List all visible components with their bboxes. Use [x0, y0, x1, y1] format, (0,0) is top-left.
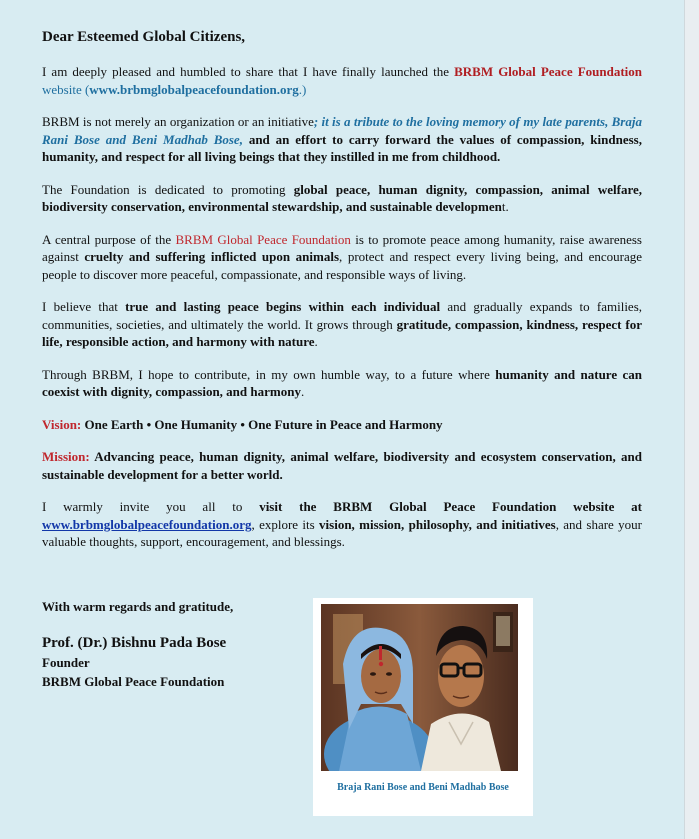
paragraph-purpose — [42, 231, 642, 284]
paragraph-tribute — [42, 113, 642, 166]
text: The Foundation is dedicated to promoting — [42, 181, 294, 197]
org-name: BRBM Global Peace Foundation — [454, 64, 642, 79]
emphasis: humanity and nature can coexist with dignity, compassion, and harmony — [42, 366, 643, 399]
letter-body — [42, 26, 642, 566]
paragraph-invitation — [42, 498, 642, 551]
paragraph-launch — [42, 63, 642, 98]
emphasis: gratitude, compassion, kindness, respect for life, responsible action, and harmony with nature — [42, 316, 642, 349]
mission-statement — [42, 448, 642, 483]
emphasis: cruelty and suffering inflicted upon animals — [84, 249, 340, 264]
text: . — [314, 334, 318, 349]
text: . — [300, 384, 305, 399]
text: is to promote peace among humanity, raise awareness against — [42, 231, 642, 264]
vision-text: One Earth • One Humanity • One Future in Peace and Harmony — [81, 416, 443, 432]
text: .) — [298, 81, 307, 97]
focus-areas: global peace, human dignity, compassion, animal welfare, biodiversity conservation, environmental stewardship, and sustainable developmen — [42, 181, 642, 214]
paragraph-belief — [42, 298, 642, 351]
text: A central purpose of the — [42, 231, 176, 247]
values-text: and an effort to carry forward the values of compassion, kindness, humanity, and respect for all living beings that they instilled in me from childhood. — [42, 131, 642, 164]
vision-statement — [42, 416, 642, 434]
signer-name: Prof. (Dr.) Bishnu Pada Bose — [42, 635, 227, 651]
text: , protect and respect every living being, and encourage people to discover more peaceful, compassionate, and responsible ways of living. — [42, 249, 642, 282]
emphasis: visit the BRBM Global Peace Foundation website at — [259, 499, 642, 514]
photo-caption: Braja Rani Bose and Beni Madhab Bose — [337, 782, 509, 793]
parents-photo-card — [313, 598, 533, 816]
tribute-text: ; it is a tribute to the loving memory of my late parents, Braja Rani Bose and Beni Madhab Bose, — [42, 114, 642, 147]
signature-block — [42, 599, 302, 693]
mission-text: Advancing peace, human dignity, animal welfare, biodiversity and ecosystem conservation, and sustainable development for a better world. — [42, 449, 642, 482]
paragraph-hope — [42, 366, 642, 401]
text: t. — [501, 199, 509, 214]
closing-regards: With warm regards and gratitude, — [42, 599, 234, 614]
paragraph-dedication — [42, 181, 642, 216]
text: and gradually expands to families, communities, societies, and ultimately the world. It grows through — [42, 299, 643, 332]
emphasis: vision, mission, philosophy, and initiatives — [319, 516, 556, 532]
text: , explore its — [251, 516, 320, 532]
text: I believe that — [42, 299, 126, 314]
parents-photo — [321, 604, 518, 771]
website-url[interactable]: www.brbmglobalpeacefoundation.org — [89, 81, 299, 97]
text: , and share your valuable thoughts, support, encouragement, and blessings. — [42, 516, 643, 549]
vision-label: Vision: — [42, 416, 82, 432]
signer-role: Founder — [42, 655, 90, 670]
org-name: BRBM Global Peace Foundation — [175, 231, 351, 247]
text: Through BRBM, I hope to contribute, in my own humble way, to a future where — [42, 366, 496, 382]
scrollbar-track[interactable] — [684, 0, 699, 839]
text: I warmly invite you all to — [42, 499, 260, 514]
emphasis: true and lasting peace begins within each individual — [125, 299, 441, 314]
text: I am deeply pleased and humbled to share that I have finally launched the — [42, 64, 455, 79]
signer-organization: BRBM Global Peace Foundation — [42, 674, 225, 689]
text: website ( — [42, 81, 90, 97]
greeting: Dear Esteemed Global Citizens, — [42, 29, 246, 45]
text: BRBM is not merely an organization or an initiative — [42, 114, 314, 129]
website-link[interactable]: www.brbmglobalpeacefoundation.org — [42, 516, 252, 532]
mission-label: Mission: — [42, 449, 90, 464]
portrait-illustration — [321, 604, 518, 771]
